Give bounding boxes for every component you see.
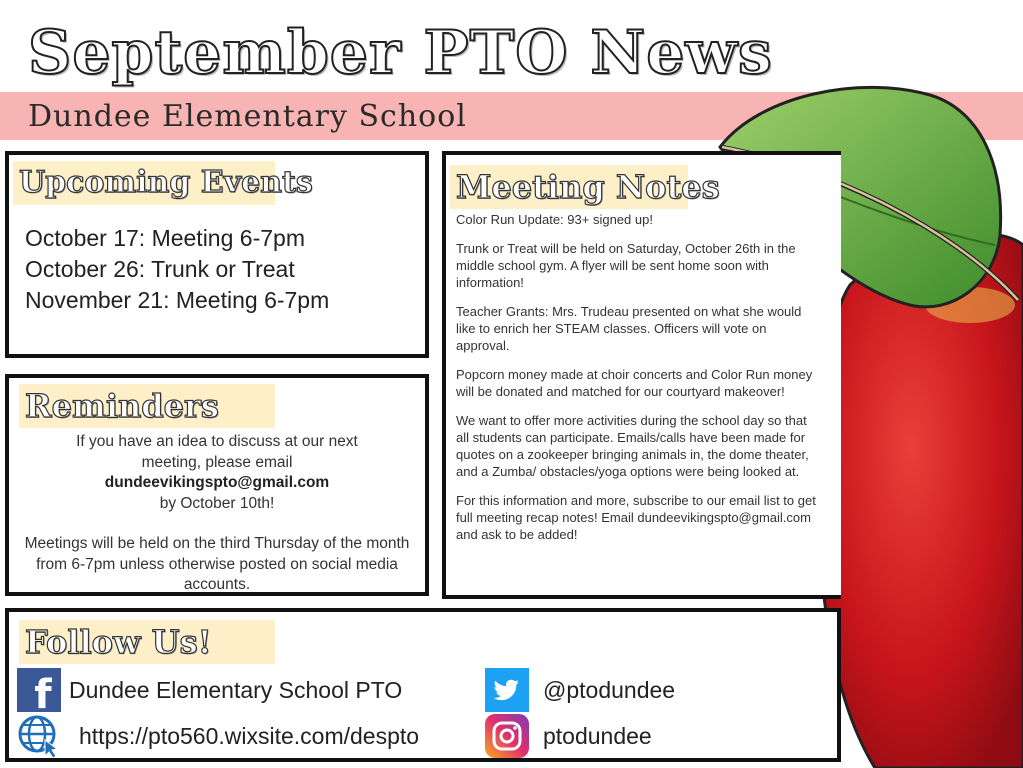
website-link[interactable] — [17, 714, 419, 758]
event-list — [25, 223, 329, 316]
newsletter-title: September PTO News — [28, 18, 773, 88]
facebook-link[interactable] — [17, 668, 402, 712]
note-paragraph: For this information and more, subscribe to our email list to get full meeting recap notes! Email dundeevikingspto@gmail.com and ask to be added! — [456, 493, 816, 542]
meeting-notes-body — [456, 211, 821, 555]
school-name: Dundee Elementary School — [28, 99, 467, 134]
reminder-email-note — [17, 432, 417, 514]
facebook-icon — [17, 668, 61, 712]
twitter-icon — [485, 668, 529, 712]
reminder-line: meeting, please email — [141, 453, 293, 471]
globe-icon — [17, 714, 61, 758]
instagram-link[interactable] — [485, 714, 652, 758]
svg-text:f: f — [34, 672, 52, 712]
instagram-icon — [485, 714, 529, 758]
list-item: November 21: Meeting 6-7pm — [25, 287, 330, 313]
upcoming-events-heading: Upcoming Events — [13, 161, 275, 205]
follow-us-panel — [5, 608, 841, 762]
reminder-line: by October 10th! — [159, 494, 275, 512]
meeting-notes-heading: Meeting Notes — [450, 165, 688, 209]
list-item: October 17: Meeting 6-7pm — [25, 225, 305, 251]
reminder-meeting-schedule: Meetings will be held on the third Thursday of the month from 6-7pm unless otherwise posted on social media accounts. — [24, 535, 410, 593]
meeting-notes-panel — [442, 151, 841, 599]
note-paragraph: Trunk or Treat will be held on Saturday, October 26th in the middle school gym. A flyer will be sent home soon with information! — [456, 241, 796, 290]
upcoming-events-panel — [5, 151, 429, 358]
reminders-heading: Reminders — [19, 384, 275, 428]
instagram-label: ptodundee — [543, 722, 652, 749]
reminder-line: If you have an idea to discuss at our next — [76, 433, 358, 450]
website-label: https://pto560.wixsite.com/despto — [79, 722, 420, 749]
twitter-label: @ptodundee — [543, 676, 676, 703]
reminders-panel — [5, 374, 429, 596]
note-paragraph: We want to offer more activities during the school day so that all students can participate. Emails/calls have been made for quotes on a zookeeper bringing animals in, the dome theater, and a Zumba/ obstacles/yoga options were being looked at. — [456, 413, 809, 479]
twitter-link[interactable] — [485, 668, 675, 712]
list-item: October 26: Trunk or Treat — [25, 256, 295, 282]
note-paragraph: Popcorn money made at choir concerts and Color Run money will be donated and matched for our courtyard makeover! — [456, 367, 813, 399]
facebook-label: Dundee Elementary School PTO — [69, 676, 403, 703]
note-paragraph: Teacher Grants: Mrs. Trudeau presented on what she would like to enrich her STEAM classes. Officers will vote on approval. — [456, 304, 802, 353]
reminder-email[interactable]: dundeevikingspto@gmail.com — [104, 474, 330, 491]
follow-us-heading: Follow Us! — [19, 620, 275, 664]
note-paragraph: Color Run Update: 93+ signed up! — [456, 212, 653, 227]
